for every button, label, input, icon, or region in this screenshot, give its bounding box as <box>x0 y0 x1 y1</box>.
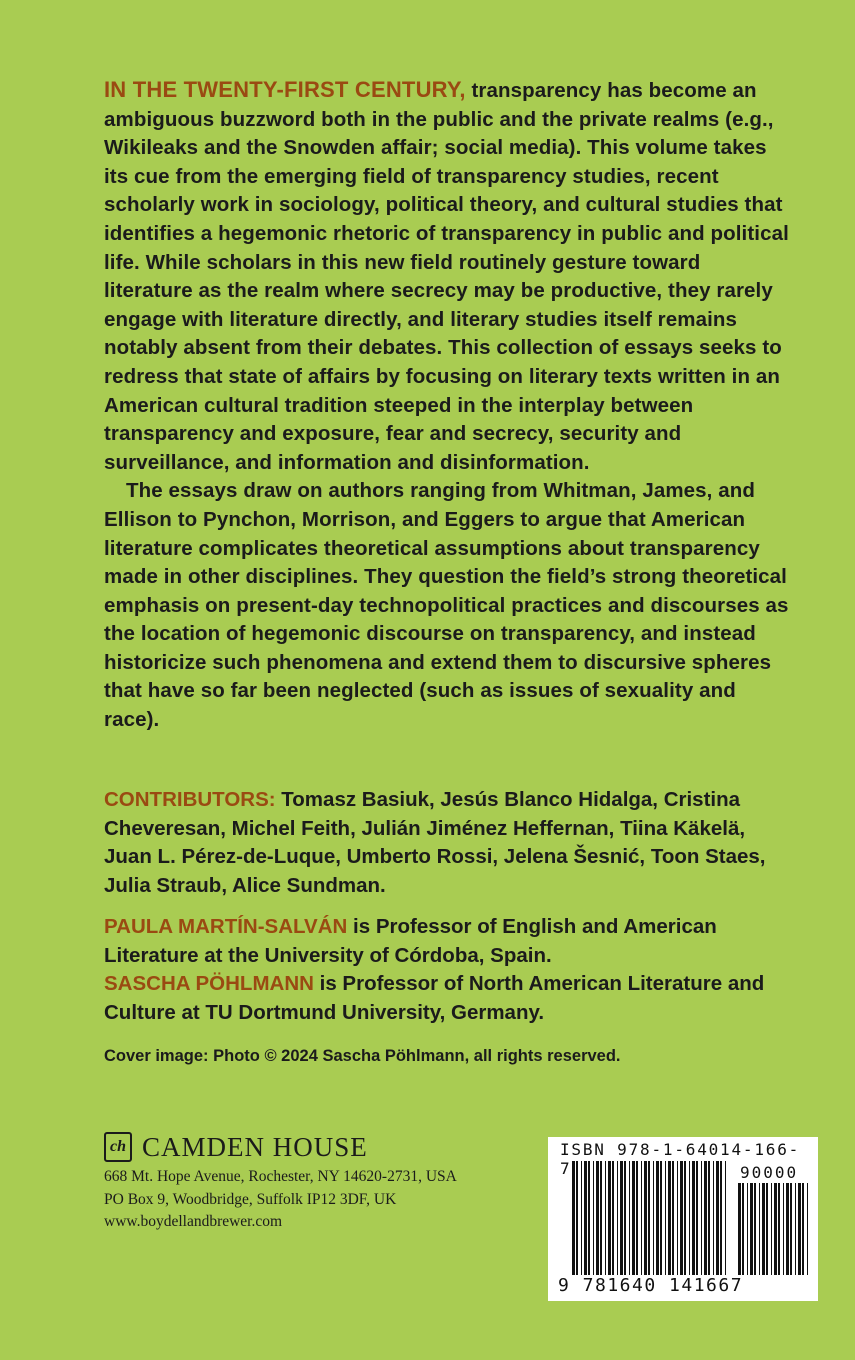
cover-credit: Cover image: Photo © 2024 Sascha Pöhlmann, all rights reserved. <box>104 1047 621 1065</box>
barcode-bar <box>648 1161 650 1275</box>
barcode-bar <box>636 1161 638 1275</box>
editor-bios <box>104 913 804 1027</box>
barcode-bar <box>783 1183 784 1275</box>
publisher-logo-icon: ch <box>104 1132 132 1162</box>
barcode-bar <box>716 1161 719 1275</box>
barcode-bar <box>774 1183 777 1275</box>
publisher-block <box>104 1128 534 1234</box>
ean-digits: 9 781640 141667 <box>558 1275 744 1296</box>
barcode-bar <box>747 1183 748 1275</box>
editor-name: PAULA MARTÍN-SALVÁN <box>104 915 348 938</box>
barcode-bar <box>738 1183 741 1275</box>
publisher-header <box>104 1128 534 1166</box>
blurb-paragraph-2: The essays draw on authors ranging from Whitman, James, and Ellison to Pynchon, Morrison, and Eggers to argue that American literature complicates theoretical assumptions about transparency made in other disciplines. They question the field’s strong theoretical emphasis on present-day technopolitical practices and discourses as the location of hegemonic discourse on transparency, and instead historicize such phenomena and extend them to discursive spheres that have so far been neglected (such as issues of sexuality and race). <box>104 479 789 732</box>
barcode-bar <box>742 1183 744 1275</box>
barcode-bar <box>588 1161 590 1275</box>
barcode-bar <box>605 1161 606 1275</box>
isbn-barcode <box>548 1137 818 1301</box>
barcode-bar <box>680 1161 683 1275</box>
barcode-bar <box>713 1161 714 1275</box>
barcode-bar <box>672 1161 674 1275</box>
publisher-address-uk: PO Box 9, Woodbridge, Suffolk IP12 3DF, UK <box>104 1190 397 1208</box>
barcode-bar <box>689 1161 690 1275</box>
barcode-bar <box>629 1161 630 1275</box>
barcode-bar <box>653 1161 654 1275</box>
barcode-bar <box>600 1161 602 1275</box>
publisher-website: www.boydellandbrewer.com <box>104 1213 283 1230</box>
barcode-bar <box>798 1183 801 1275</box>
barcode-bar <box>704 1161 707 1275</box>
isbn-text: ISBN 978-1-64014-166-7 <box>560 1140 801 1178</box>
barcode-bar <box>795 1183 796 1275</box>
publisher-address-us: 668 Mt. Hope Avenue, Rochester, NY 14620-2731, USA <box>104 1168 457 1185</box>
barcode-bar <box>596 1161 599 1275</box>
barcode-bar <box>778 1183 780 1275</box>
barcode-bar <box>660 1161 662 1275</box>
editor-bio <box>104 913 804 970</box>
barcode-bar <box>754 1183 756 1275</box>
blurb-paragraph-1 <box>104 76 794 477</box>
barcode-bar <box>617 1161 618 1275</box>
editor-name: SASCHA PÖHLMANN <box>104 972 314 996</box>
editor-bio <box>104 970 804 1027</box>
barcode-bar <box>692 1161 695 1275</box>
barcode-bar <box>766 1183 768 1275</box>
barcode-bar <box>759 1183 760 1275</box>
blurb <box>104 76 794 735</box>
barcode-bar <box>584 1161 587 1275</box>
barcode-bar <box>725 1161 726 1275</box>
barcode-bar <box>668 1161 671 1275</box>
barcode-bar <box>624 1161 626 1275</box>
contributors-names: Tomasz Basiuk, Jesús Blanco Hidalga, Cristina Cheveresan, Michel Feith, Julián Jiménez Heffernan, Tiina Käkelä, Juan L. Pérez-de-Luque, Umberto Rossi, Jelena Šesnić, Toon Staes, Julia Straub, Alice Sundman. <box>104 788 766 897</box>
publisher-name: CAMDEN HOUSE <box>142 1131 368 1162</box>
contributors <box>104 786 794 900</box>
barcode-bar <box>696 1161 698 1275</box>
barcode-bar <box>677 1161 678 1275</box>
barcode-bar <box>581 1161 582 1275</box>
barcode-bar <box>641 1161 642 1275</box>
barcode-bar <box>620 1161 623 1275</box>
barcode-bar <box>665 1161 666 1275</box>
barcode-bar <box>708 1161 710 1275</box>
barcode-bar <box>608 1161 611 1275</box>
editor-bio-text: is Professor of English and American Literature at the University of Córdoba, Spain. <box>104 915 717 967</box>
barcode-bar <box>576 1161 578 1275</box>
barcode-bar <box>786 1183 789 1275</box>
blurb-lead: IN THE TWENTY-FIRST CENTURY, <box>104 77 466 102</box>
contributors-label: CONTRIBUTORS: <box>104 788 276 811</box>
barcode-bar <box>807 1183 808 1275</box>
barcode-bar <box>802 1183 804 1275</box>
barcode-bar <box>572 1161 575 1275</box>
barcode-bar <box>593 1161 594 1275</box>
barcode-bar <box>790 1183 792 1275</box>
editor-bio-text: is Professor of North American Literature and Culture at TU Dortmund University, Germany. <box>104 972 765 1024</box>
barcode-bar <box>701 1161 702 1275</box>
barcode-bar <box>644 1161 647 1275</box>
barcode-bar <box>612 1161 614 1275</box>
barcode-bar <box>750 1183 753 1275</box>
barcode-bar <box>632 1161 635 1275</box>
barcode-bar <box>656 1161 659 1275</box>
addon-digits: 90000 <box>740 1163 799 1182</box>
blurb-paragraph-1-text: transparency has become an ambiguous buzzword both in the public and the private realms (e.g., Wikileaks and the Snowden affair; social media). This volume takes its cue from the emerging field of transparency studies, recent scholarly work in sociology, political theory, and cultural studies that identifies a hegemonic rhetoric of transparency in public and political life. While scholars in this new field routinely gesture toward literature as the realm where secrecy may be productive, they rarely engage with literature directly, and literary studies itself remains notably absent from their debates. This collection of essays seeks to redress that state of affairs by focusing on literary texts written in an American cultural tradition steeped in the interplay between transparency and exposure, fear and secrecy, security and surveillance, and information and disinformation. <box>104 79 789 474</box>
barcode-bar <box>720 1161 722 1275</box>
barcode-bar <box>771 1183 772 1275</box>
barcode-bar <box>684 1161 686 1275</box>
barcode-bar <box>762 1183 765 1275</box>
